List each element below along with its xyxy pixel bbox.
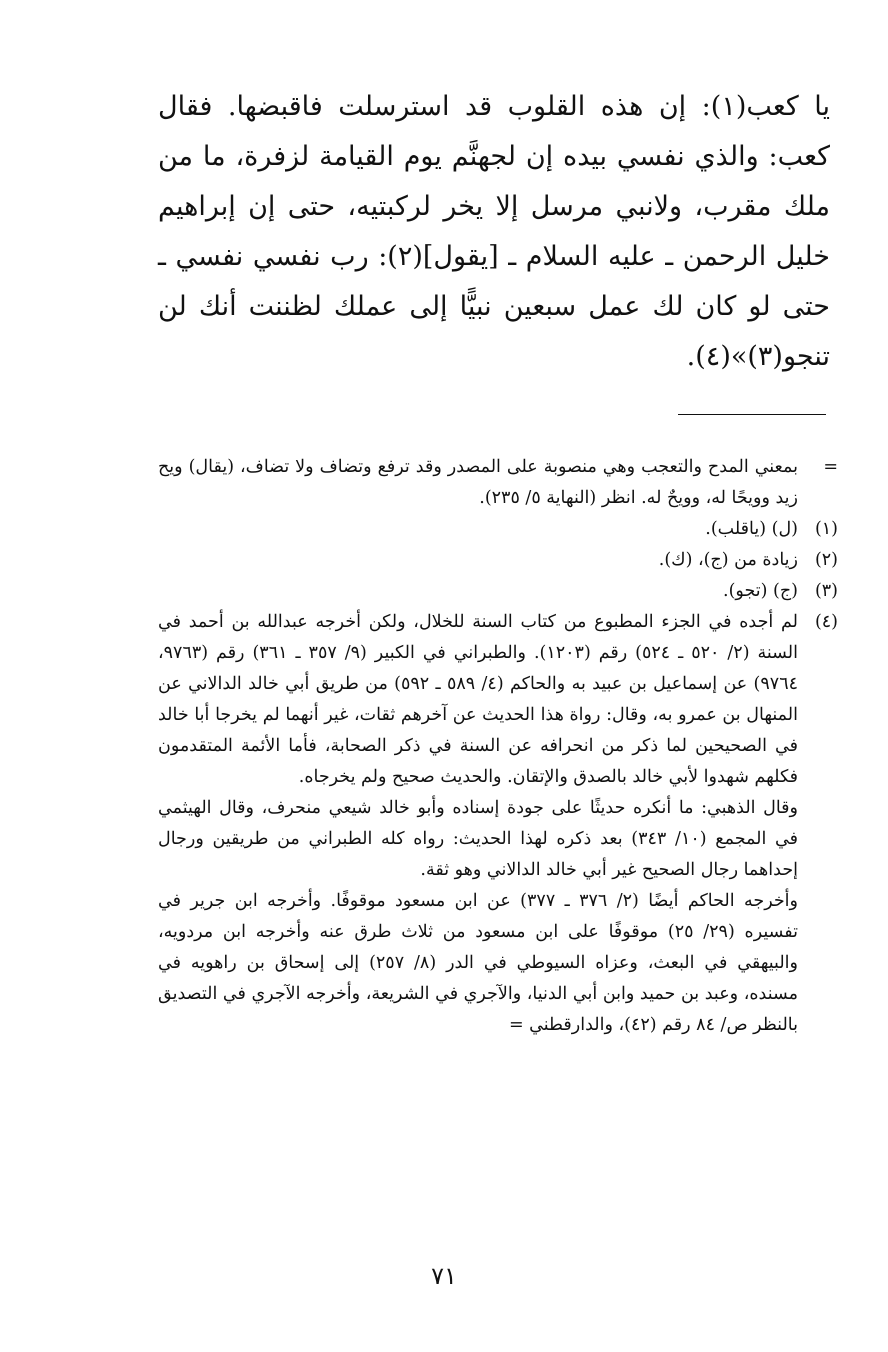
main-text-paragraph: يا كعب(١): إن هذه القلوب قد استرسلت فاقبضها. فقال كعب: والذي نفسي بيده إن لجهنَّم يوم القيامة لزفرة، ما من ملك مقرب، ولانبي مرسل إلا يخر لركبتيه، حتى إن إبراهيم خليل الرحمن ـ عليه السلام ـ [يقول](٢): رب نفسي نفسي ـ حتى لو كان لك عمل سبعين نبيًّا إلى عملك لظننت أنك لن تنجو(٣)»(٤). <box>158 91 831 372</box>
footnotes-section <box>158 452 838 1041</box>
footnote-4 <box>158 607 838 793</box>
footnote-1 <box>158 514 838 545</box>
footnote-continuation <box>158 452 838 514</box>
footnote-1-text: (ل) (ياقلب). <box>705 519 798 539</box>
footnote-3-marker: (٣) <box>814 581 838 601</box>
footnote-4-text: لم أجده في الجزء المطبوع من كتاب السنة للخلال، ولكن أخرجه عبدالله بن أحمد في السنة (٢/ ٥٢٠ ـ ٥٢٤) رقم (١٢٠٣). والطبراني في الكبير (٩/ ٣٥٧ ـ ٣٦١) رقم (٩٧٦٣، ٩٧٦٤) عن إسماعيل بن عبيد به والحاكم (٤/ ٥٨٩ ـ ٥٩٢) من طريق أبي خالد الدالاني عن المنهال بن عمرو به، وقال: رواة هذا الحديث عن آخرهم ثقات، غير أنهما لم يخرجا أبا خالد في الصحيحين لما ذكر من انحرافه عن السنة في ذكر الصحابة، فأما الأئمة المتقدمون فكلهم شهدوا لأبي خالد بالصدق والإتقان. والحديث صحيح ولم يخرجاه. <box>158 612 798 787</box>
footnote-4-paragraph-2: وقال الذهبي: ما أنكره حديثًا على جودة إسناده وأبو خالد شيعي منحرف، وقال الهيثمي في المجمع (١٠/ ٣٤٣) بعد ذكره لهذا الحديث: رواه كله الطبراني من طريقين ورجال إحداهما رجال الصحيح غير أبي خالد الدالاني وهو ثقة. <box>158 798 798 880</box>
footnote-2-text: زيادة من (ج)، (ك). <box>658 550 798 570</box>
page-number: ٧١ <box>431 1262 457 1290</box>
footnote-continuation-marker: = <box>823 457 838 477</box>
footnote-4-marker: (٤) <box>814 612 838 632</box>
footnote-2 <box>158 545 838 576</box>
footnote-1-marker: (١) <box>814 519 838 539</box>
footnote-2-marker: (٢) <box>814 550 838 570</box>
footnote-separator-rule <box>678 414 826 415</box>
footnote-3 <box>158 576 838 607</box>
footnote-4-paragraph-3: وأخرجه الحاكم أيضًا (٢/ ٣٧٦ ـ ٣٧٧) عن ابن مسعود موقوفًا. وأخرجه ابن جرير في تفسيره (٢٩/ ٢٥) موقوفًا على ابن مسعود من ثلاث طرق عنه وأخرجه ابن مردويه، والبيهقي في البعث، وعزاه السيوطي في الدر (٨/ ٢٥٧) إلى إسحاق بن راهويه في مسنده، وعبد بن حميد وابن أبي الدنيا، والآجري في الشريعة، وأخرجه الآجري في التصديق بالنظر ص/ ٨٤ رقم (٤٢)، والدارقطني = <box>158 891 798 1035</box>
footnote-continuation-text: بمعني المدح والتعجب وهي منصوبة على المصدر وقد ترفع وتضاف ولا تضاف، (يقال) ويح زيد وويحًا له، وويحٌ له. انظر (النهاية ٥/ ٢٣٥). <box>158 457 798 508</box>
footnote-3-text: (ج) (تجو). <box>723 581 798 601</box>
